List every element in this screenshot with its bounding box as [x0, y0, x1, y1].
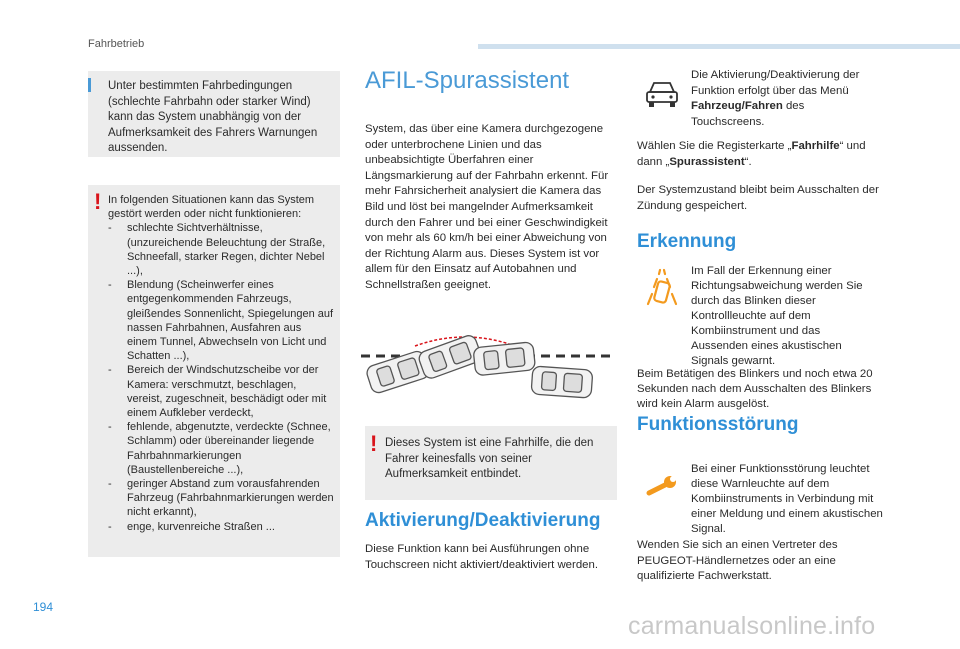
list-item: - geringer Abstand zum vorausfahrenden Fahrzeug (Fahrbahnmarkierungen werden nicht erkannt),: [108, 477, 334, 520]
warning-intro: In folgenden Situationen kann das System gestört werden oder nicht funktionieren:: [108, 194, 315, 221]
car-icon: [642, 78, 682, 112]
info-icon: [88, 78, 91, 92]
warning-list: [108, 221, 334, 533]
menu-driving: Fahren: [744, 100, 783, 113]
info-text: Unter bestimmten Fahrbedingungen (schlechte Fahrbahn oder starker Wind) kann das System unabhängig von der Aufmerksamkeit des Fahrers Warnungen aussenden.: [108, 80, 318, 154]
warning-icon: !: [370, 431, 378, 456]
wrench-icon: [645, 474, 679, 498]
intro-text: System, das über eine Kamera durchgezogene oder unterbrochene Linien und das unbeabsichtigte Überfahren einer Längsmarkierung auf der Fahrbahn erkennt. Für mehr Fahrsicherheit analysiert die Kamera das Bild und löst bei mangelnder Aufmerksamkeit durch den Fahrer und bei einer Geschwindigkeit von mehr als 60 km/h bei einer Abweichung von der Richtung Alarm aus. Dieses System ist vor allem für den Einsatz auf Autobahnen und Schnellstraßen geeignet.: [365, 123, 609, 291]
section-title-detection: Erkennung: [637, 231, 737, 252]
section-title-fault: Funktionsstörung: [637, 414, 799, 435]
list-item: - Bereich der Windschutzscheibe vor der Kamera: verschmutzt, beschlagen, vereist, zugeschneit, beschädigt oder mit einem Aufkleber verdeckt,: [108, 363, 334, 420]
text-part: Die Aktivierung/Deaktivierung der Funktion erfolgt über das Menü: [691, 69, 860, 97]
watermark: carmanualsonline.info: [628, 612, 876, 640]
activation-text: Diese Funktion kann bei Ausführungen ohne Touchscreen nicht aktiviert/deaktiviert werden.: [365, 543, 598, 571]
menu-vehicle: Fahrzeug: [691, 100, 742, 113]
section-header: Fahrbetrieb: [88, 38, 145, 50]
list-item: - fehlende, abgenutzte, verdeckte (Schnee, Schlamm) oder übereinander liegende Fahrbahnmarkierungen (Baustellenbereiche ...),: [108, 420, 334, 477]
tab-instruction-text: [637, 139, 887, 170]
activation-menu-text: [691, 68, 871, 130]
list-item: - Blendung (Scheinwerfer eines entgegenkommenden Fahrzeugs, gleißendes Sonnenlicht, Spiegelungen auf nassen Fahrbahnen, Ausfahren aus einem Tunnel, Abwechseln von Licht und Schatten ...),: [108, 278, 334, 363]
state-text: Der Systemzustand bleibt beim Ausschalten der Zündung gespeichert.: [637, 184, 879, 212]
lane-departure-illustration: [355, 330, 617, 408]
list-item: - schlechte Sichtverhältnisse, (unzureichende Beleuchtung der Straße, Schneefall, starker Regen, dichter Nebel ...),: [108, 221, 334, 278]
note-text: Dieses System ist eine Fahrhilfe, die den Fahrer keinesfalls von seiner Aufmerksamkeit entbindet.: [385, 437, 594, 480]
text-part: Wählen Sie die Registerkarte „: [637, 140, 792, 152]
dealer-text: Wenden Sie sich an einen Vertreter des PEUGEOT-Händlernetzes oder an eine qualifizierte Fachwerkstatt.: [637, 539, 838, 583]
text-part: /: [741, 100, 745, 113]
text-part: “.: [744, 155, 752, 168]
list-item: - enge, kurvenreiche Straßen ...: [108, 520, 334, 534]
warning-text: [108, 193, 334, 534]
fault-text: Bei einer Funktionsstörung leuchtet diese Warnleuchte auf dem Kombiinstruments in Verbindung mit einer Meldung und einem akustischen Signal.: [691, 463, 883, 535]
tab-lane-assist: Spurassistent: [669, 155, 745, 168]
lane-departure-warning-icon: [644, 268, 680, 306]
page-number: 194: [33, 600, 54, 614]
text-part: “ und dann „: [637, 140, 866, 168]
warning-icon: !: [94, 189, 102, 214]
blinker-text: Beim Betätigen des Blinkers und noch etwa 20 Sekunden nach dem Ausschalten des Blinkers wird kein Alarm ausgelöst.: [637, 368, 873, 410]
text-part: des Touchscreens.: [691, 100, 805, 128]
header-bar: [478, 44, 960, 49]
detection-text: Im Fall der Erkennung einer Richtungsabweichung werden Sie durch das Blinken dieser Kontrollleuchte auf dem Kombiinstrument und das Aussenden eines akustischen Signals gewarnt.: [691, 265, 863, 367]
page-title: AFIL-Spurassistent: [365, 67, 570, 94]
section-title-activation: Aktivierung/Deaktivierung: [365, 510, 601, 531]
tab-driving-aid: Fahrhilfe: [791, 140, 840, 152]
